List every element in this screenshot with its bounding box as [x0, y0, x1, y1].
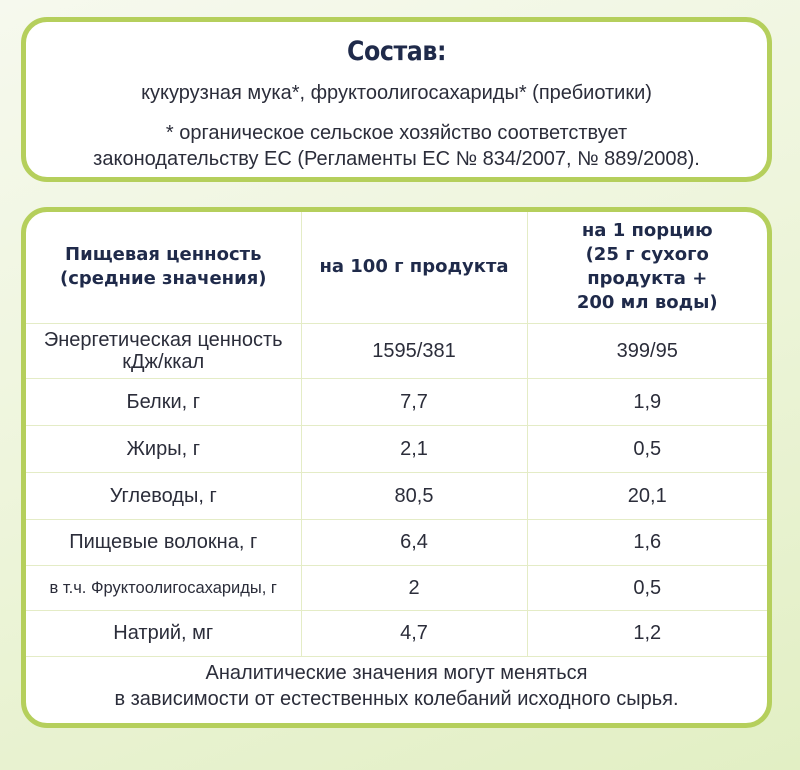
- table-row: [26, 610, 767, 656]
- footnote-line2: в зависимости от естественных колебаний исходного сырья.: [114, 688, 679, 710]
- table-row: [26, 472, 767, 519]
- nutrition-panel: [21, 207, 772, 728]
- value-per-100g: 4,7: [301, 610, 527, 656]
- header-col3-line3: продукта +: [587, 268, 708, 290]
- table-row: [26, 378, 767, 425]
- organic-note-line2: законодательству ЕС (Регламенты ЕС № 834/2007, № 889/2008).: [93, 148, 700, 170]
- nutrition-table: [26, 212, 767, 657]
- table-row: [26, 323, 767, 378]
- composition-panel: [21, 17, 772, 182]
- table-row: [26, 565, 767, 610]
- value-per-100g: 80,5: [301, 472, 527, 519]
- organic-note-line1: * органическое сельское хозяйство соответствует: [165, 122, 628, 144]
- table-header-row: [26, 212, 767, 323]
- row-label: Жиры, г: [26, 425, 301, 472]
- analytical-values-footnote: [26, 660, 767, 712]
- header-col1-line2: (средние значения): [60, 268, 267, 290]
- header-col3-line2: (25 г сухого: [585, 244, 709, 266]
- value-per-serving: 20,1: [527, 472, 767, 519]
- value-per-100g: 1595/381: [301, 323, 527, 378]
- header-nutritional-value: [26, 212, 301, 323]
- header-per-100g: на 100 г продукта: [301, 212, 527, 323]
- header-col3-line4: 200 мл воды): [576, 292, 718, 314]
- table-row: [26, 425, 767, 472]
- header-col1-line1: Пищевая ценность: [65, 244, 262, 266]
- value-per-serving: 399/95: [527, 323, 767, 378]
- value-per-100g: 7,7: [301, 378, 527, 425]
- row-label-line1: Энергетическая ценность: [43, 328, 283, 351]
- value-per-serving: 1,9: [527, 378, 767, 425]
- row-label: в т.ч. Фруктоолигосахариды, г: [26, 565, 301, 610]
- header-col3-line1: на 1 порцию: [581, 220, 713, 242]
- composition-title: Состав:: [346, 36, 447, 67]
- header-per-serving: [527, 212, 767, 323]
- footnote-line1: Аналитические значения могут меняться: [205, 662, 588, 684]
- table-row: [26, 519, 767, 565]
- value-per-serving: 1,6: [527, 519, 767, 565]
- value-per-serving: 1,2: [527, 610, 767, 656]
- row-label: [26, 323, 301, 378]
- value-per-serving: 0,5: [527, 565, 767, 610]
- value-per-serving: 0,5: [527, 425, 767, 472]
- value-per-100g: 2,1: [301, 425, 527, 472]
- row-label-line2: кДж/ккал: [122, 350, 205, 373]
- row-label: Углеводы, г: [26, 472, 301, 519]
- ingredients-text: кукурузная мука*, фруктоолигосахариды* (пребиотики): [141, 82, 652, 104]
- row-label: Пищевые волокна, г: [26, 519, 301, 565]
- value-per-100g: 6,4: [301, 519, 527, 565]
- row-label: Натрий, мг: [26, 610, 301, 656]
- row-label: Белки, г: [26, 378, 301, 425]
- value-per-100g: 2: [301, 565, 527, 610]
